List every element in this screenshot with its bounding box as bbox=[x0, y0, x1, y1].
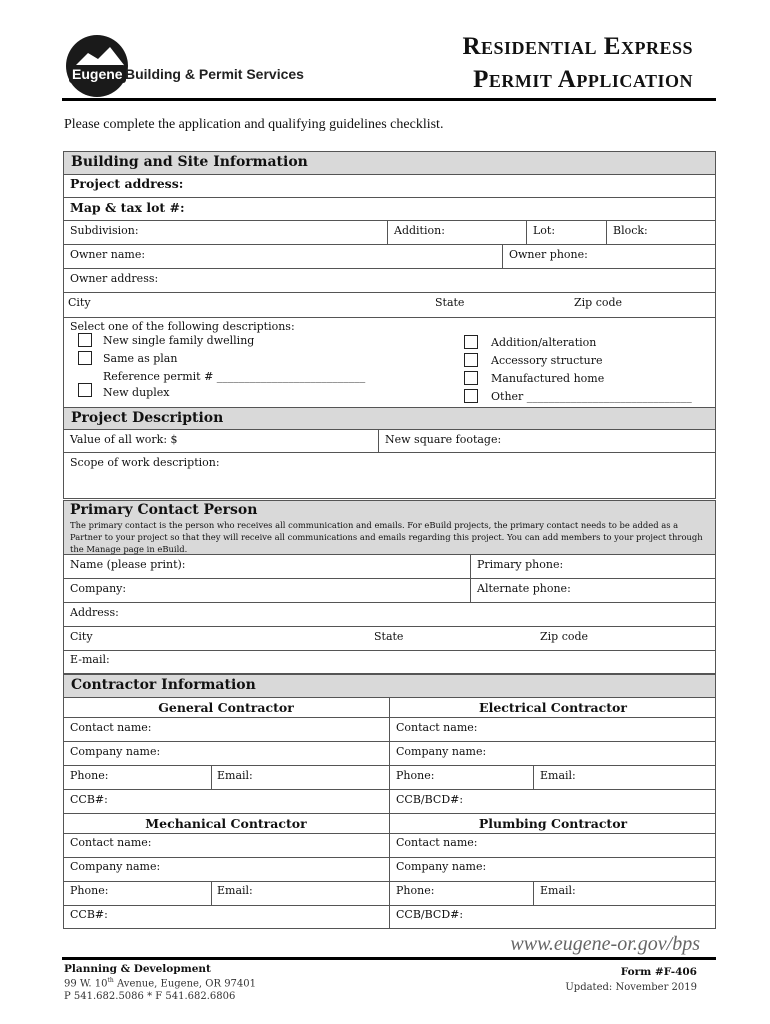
contact-city-field[interactable]: City bbox=[70, 630, 93, 643]
contact-name-field[interactable]: Name (please print): bbox=[70, 558, 186, 571]
general-email-field[interactable]: Email: bbox=[217, 769, 253, 782]
general-ccb-field[interactable]: CCB#: bbox=[70, 793, 108, 806]
plumbing-company-name-field[interactable]: Company name: bbox=[396, 860, 487, 873]
page-title-line2: Permit Application bbox=[473, 66, 693, 93]
contact-zip-field[interactable]: Zip code bbox=[540, 630, 589, 643]
electrical-phone-field[interactable]: Phone: bbox=[396, 769, 435, 782]
subdivision-field[interactable]: Subdivision: bbox=[70, 224, 139, 237]
electrical-email-field[interactable]: Email: bbox=[540, 769, 576, 782]
general-contact-name-field[interactable]: Contact name: bbox=[70, 721, 152, 734]
general-phone-field[interactable]: Phone: bbox=[70, 769, 109, 782]
checkbox-same-as-plan[interactable] bbox=[78, 351, 92, 365]
checkbox-new-sfd[interactable] bbox=[78, 333, 92, 347]
electrical-contact-name-field[interactable]: Contact name: bbox=[396, 721, 478, 734]
footer-department: Planning & Development bbox=[64, 963, 211, 975]
option-addition-alteration: Addition/alteration bbox=[491, 336, 597, 349]
plumbing-contact-name-field[interactable]: Contact name: bbox=[396, 836, 478, 849]
plumbing-email-field[interactable]: Email: bbox=[540, 884, 576, 897]
square-footage-field[interactable]: New square footage: bbox=[385, 433, 502, 446]
mechanical-contractor-heading: Mechanical Contractor bbox=[145, 816, 307, 831]
footer-address: 99 W. 10th Avenue, Eugene, OR 97401 bbox=[64, 977, 257, 990]
section-building: Building and Site Information bbox=[63, 151, 716, 175]
alternate-phone-field[interactable]: Alternate phone: bbox=[477, 582, 571, 595]
checkbox-addition-alteration[interactable] bbox=[464, 335, 478, 349]
owner-zip-field[interactable]: Zip code bbox=[574, 296, 623, 309]
general-contractor-heading: General Contractor bbox=[158, 700, 294, 715]
logo-subtitle: Building & Permit Services bbox=[125, 66, 304, 82]
option-other: Other ______________________________ bbox=[491, 390, 692, 403]
contact-address-field[interactable]: Address: bbox=[70, 606, 119, 619]
plumbing-contractor-heading: Plumbing Contractor bbox=[478, 816, 628, 831]
option-same-as-plan: Same as plan bbox=[103, 352, 178, 365]
scope-of-work-field[interactable]: Scope of work description: bbox=[70, 456, 220, 469]
contact-state-field[interactable]: State bbox=[374, 630, 404, 643]
checkbox-manufactured-home[interactable] bbox=[464, 371, 478, 385]
owner-state-field[interactable]: State bbox=[435, 296, 465, 309]
mechanical-phone-field[interactable]: Phone: bbox=[70, 884, 109, 897]
owner-phone-field[interactable]: Owner phone: bbox=[509, 248, 588, 261]
contact-company-field[interactable]: Company: bbox=[70, 582, 127, 595]
option-reference-permit: Reference permit # ___________________________ bbox=[103, 370, 366, 383]
plumbing-ccb-field[interactable]: CCB/BCD#: bbox=[396, 908, 464, 921]
footer-phones: P 541.682.5086 * F 541.682.6806 bbox=[64, 991, 236, 1002]
contact-note: The primary contact is the person who receives all communication and emails. For eBuild projects, the primary contact needs to be added as a Partner to your project so that they will receive all communications and emails regarding this project. You can add members to your project through the Manage page in eBuild. bbox=[70, 520, 703, 554]
section-project: Project Description bbox=[63, 407, 716, 430]
addition-field[interactable]: Addition: bbox=[394, 224, 445, 237]
checkbox-other[interactable] bbox=[464, 389, 478, 403]
intro-text: Please complete the application and qualifying guidelines checklist. bbox=[64, 117, 444, 132]
option-manufactured-home: Manufactured home bbox=[491, 372, 605, 385]
logo-word: Eugene bbox=[69, 65, 126, 83]
map-tax-lot-field[interactable]: Map & tax lot #: bbox=[70, 200, 185, 215]
updated-date: Updated: November 2019 bbox=[565, 982, 697, 993]
mechanical-ccb-field[interactable]: CCB#: bbox=[70, 908, 108, 921]
plumbing-phone-field[interactable]: Phone: bbox=[396, 884, 435, 897]
checkbox-new-duplex[interactable] bbox=[78, 383, 92, 397]
electrical-contractor-heading: Electrical Contractor bbox=[479, 700, 627, 715]
form-number: Form #F-406 bbox=[620, 966, 697, 978]
mechanical-company-name-field[interactable]: Company name: bbox=[70, 860, 161, 873]
lot-field[interactable]: Lot: bbox=[533, 224, 556, 237]
electrical-ccb-field[interactable]: CCB/BCD#: bbox=[396, 793, 464, 806]
value-of-work-field[interactable]: Value of all work: $ bbox=[70, 433, 178, 446]
select-prompt: Select one of the following descriptions: bbox=[70, 320, 295, 333]
page-title-line1: Residential Express bbox=[462, 33, 693, 60]
option-new-duplex: New duplex bbox=[103, 386, 170, 399]
footer-divider bbox=[62, 957, 716, 960]
mechanical-contact-name-field[interactable]: Contact name: bbox=[70, 836, 152, 849]
option-accessory-structure: Accessory structure bbox=[491, 354, 603, 367]
checkbox-accessory-structure[interactable] bbox=[464, 353, 478, 367]
project-address-field[interactable]: Project address: bbox=[70, 176, 184, 191]
header-divider bbox=[62, 98, 716, 101]
owner-name-field[interactable]: Owner name: bbox=[70, 248, 146, 261]
mechanical-email-field[interactable]: Email: bbox=[217, 884, 253, 897]
section-contractor: Contractor Information bbox=[63, 674, 716, 698]
primary-phone-field[interactable]: Primary phone: bbox=[477, 558, 564, 571]
electrical-company-name-field[interactable]: Company name: bbox=[396, 745, 487, 758]
general-company-name-field[interactable]: Company name: bbox=[70, 745, 161, 758]
contact-box bbox=[63, 554, 716, 674]
section-contact: Primary Contact Person bbox=[70, 502, 258, 518]
website-url[interactable]: www.eugene-or.gov/bps bbox=[510, 933, 700, 955]
owner-address-field[interactable]: Owner address: bbox=[70, 272, 159, 285]
contact-email-field[interactable]: E-mail: bbox=[70, 653, 110, 666]
block-field[interactable]: Block: bbox=[613, 224, 648, 237]
owner-city-field[interactable]: City bbox=[68, 296, 91, 309]
option-new-sfd: New single family dwelling bbox=[103, 334, 255, 347]
